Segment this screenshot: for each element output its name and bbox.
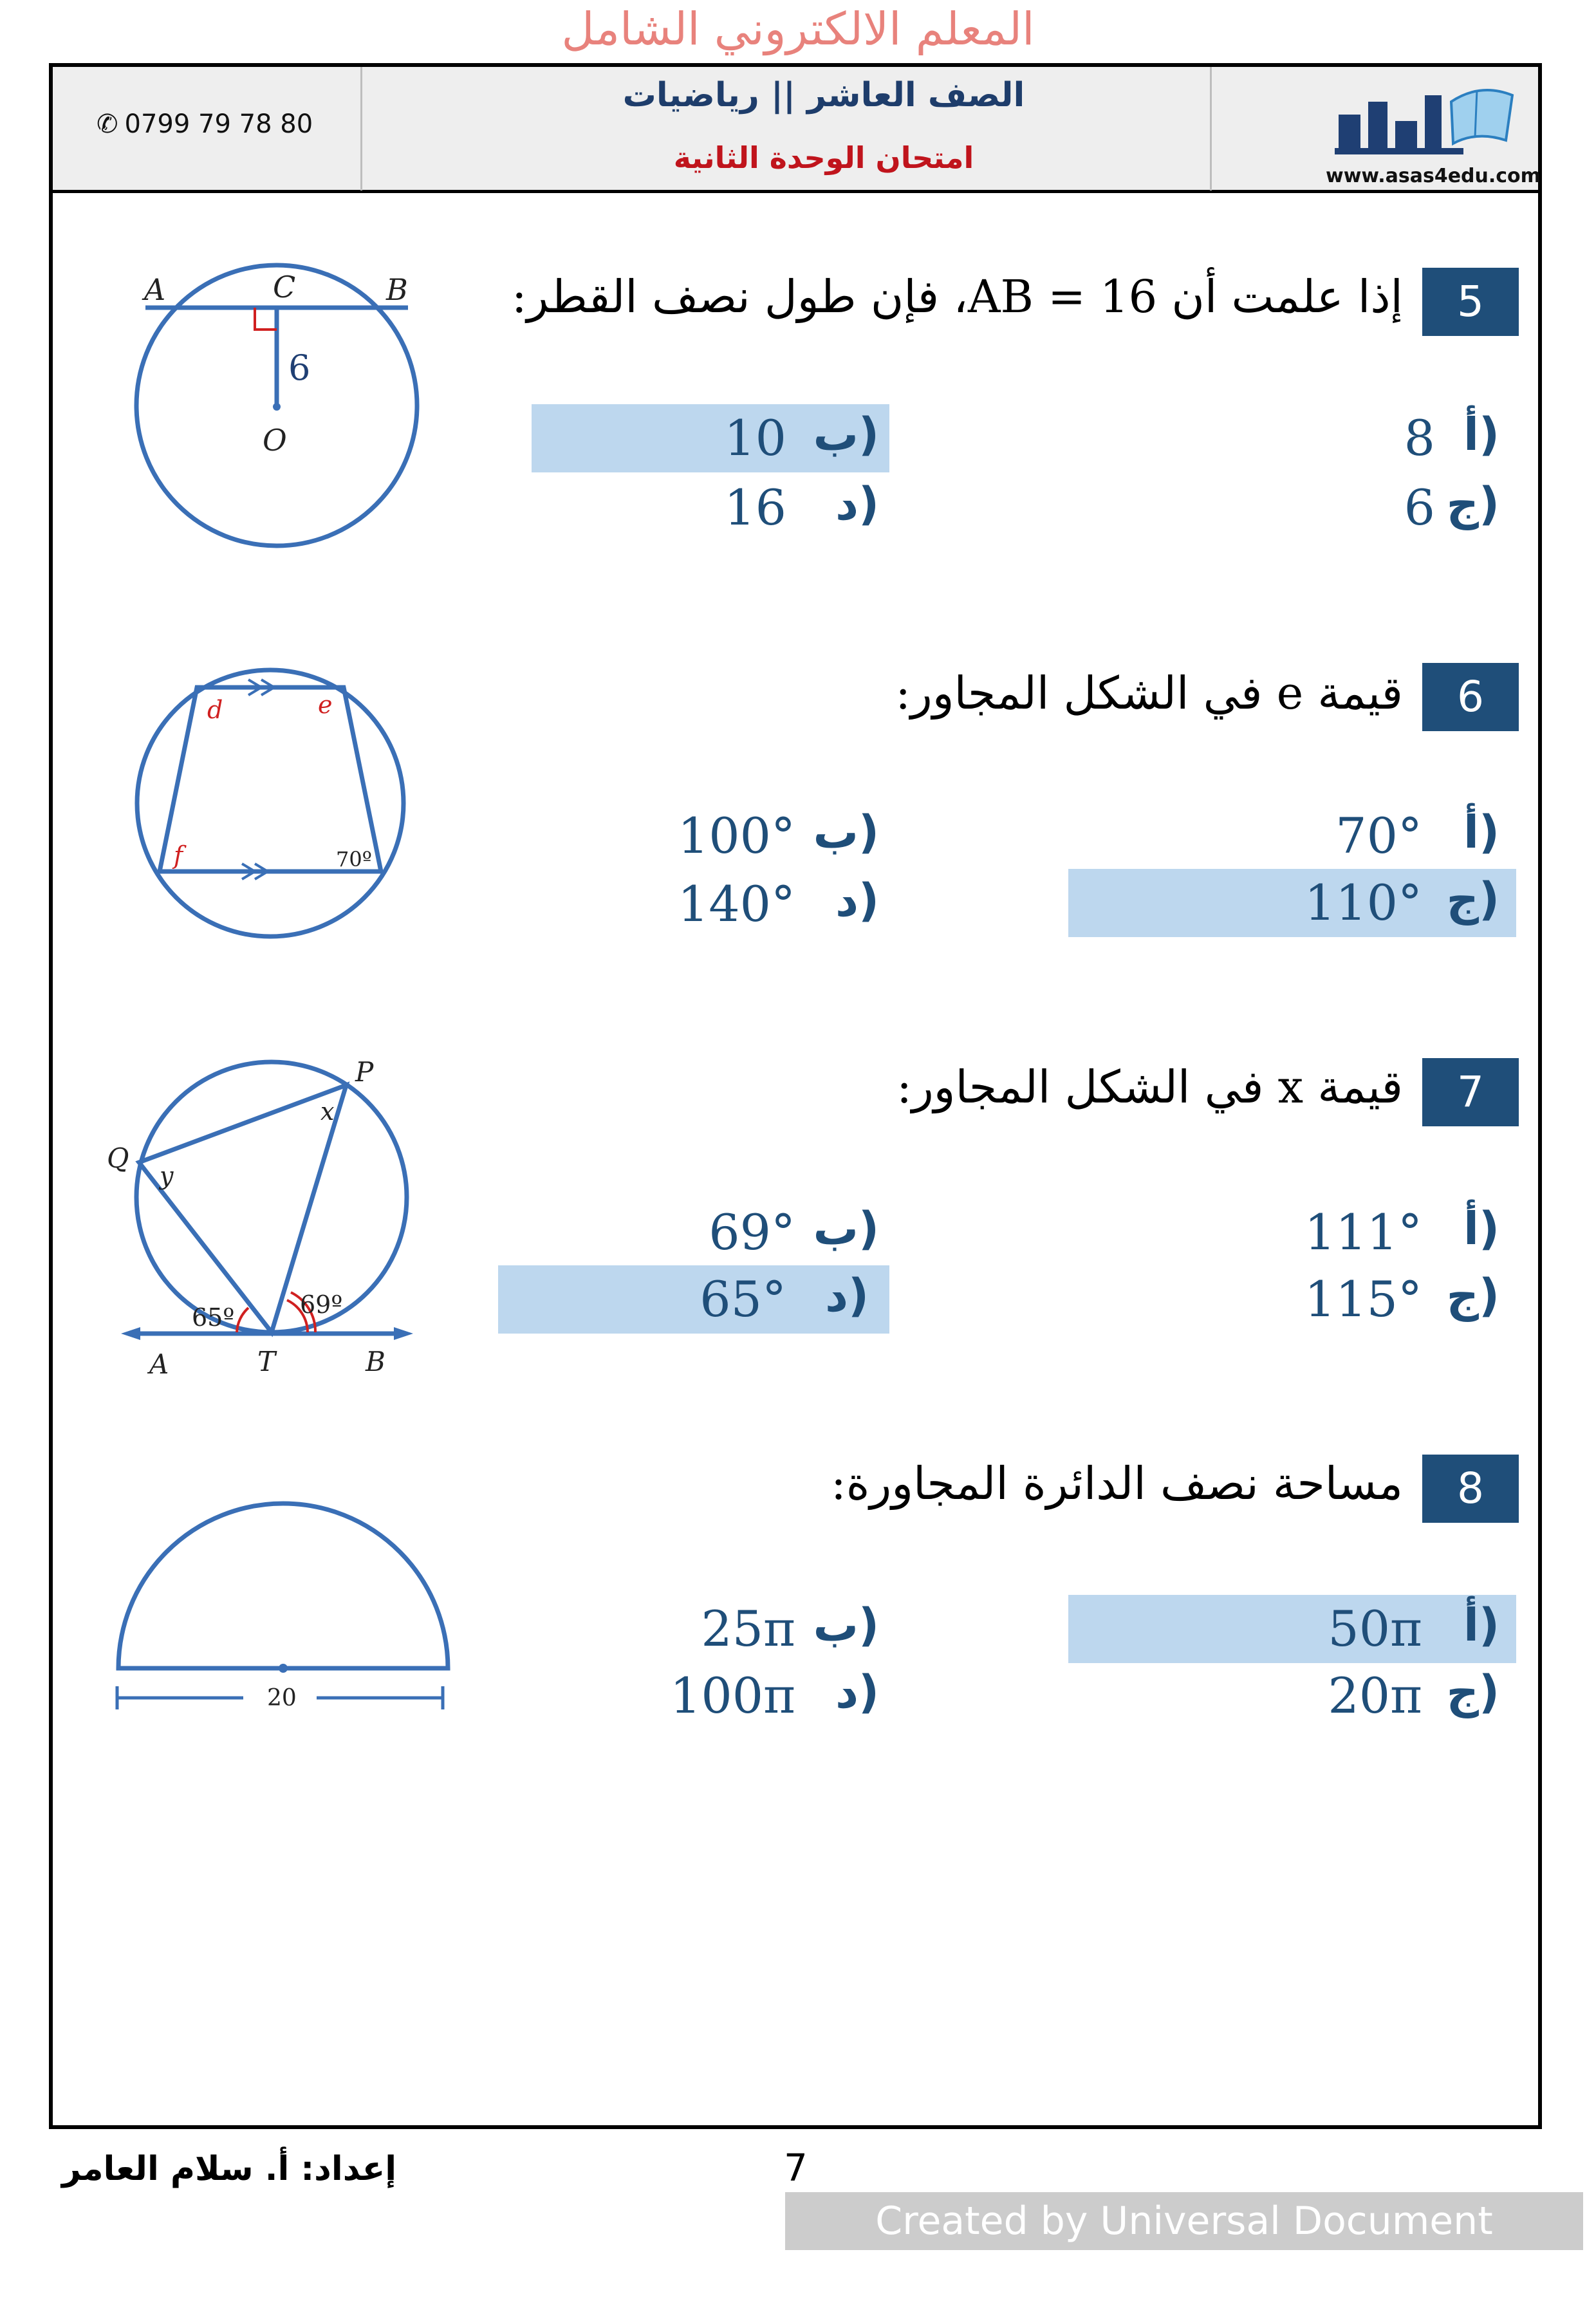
option-c[interactable]: [1274, 1265, 1499, 1334]
label-six: 6: [288, 348, 311, 388]
question-text: إذا علمت أن 16 = AB، فإن طول نصف القطر:: [511, 270, 1403, 323]
option-value: 115°: [1304, 1270, 1422, 1328]
option-c[interactable]: [1403, 474, 1499, 542]
trapezoid: [160, 687, 381, 871]
label-o: O: [263, 423, 287, 458]
label-y: y: [160, 1162, 174, 1190]
option-label: د): [825, 1269, 869, 1322]
label-t: T: [257, 1346, 276, 1377]
label-d: d: [207, 696, 223, 724]
option-value: 70°: [1335, 807, 1422, 864]
option-d[interactable]: [631, 1662, 889, 1730]
figure-q8-semicircle: [109, 1500, 457, 1718]
label-diameter: 20: [267, 1685, 297, 1711]
option-a[interactable]: [1068, 1595, 1516, 1663]
book-icon: [1451, 90, 1512, 144]
figure-q6-cyclic-trapezoid: [129, 662, 412, 945]
logo-bar: [1395, 121, 1417, 152]
option-a[interactable]: [1274, 802, 1499, 870]
grade-subject: الصف العاشر || رياضيات: [622, 76, 1025, 115]
question-number: 7: [1422, 1058, 1519, 1126]
header-divider: [360, 67, 362, 191]
website: www.asas4edu.com: [1326, 165, 1541, 187]
option-b[interactable]: [631, 802, 889, 870]
page-number: 7: [784, 2146, 808, 2190]
option-value: 69°: [709, 1204, 795, 1261]
circle: [137, 670, 404, 936]
logo: [1326, 76, 1538, 166]
figure-q7-tangent-circle: [103, 1056, 425, 1390]
option-d[interactable]: [631, 870, 889, 938]
top-title: المعلم الالكتروني الشامل: [561, 3, 1035, 55]
option-value: 50π: [1328, 1600, 1422, 1657]
option-b[interactable]: [532, 404, 889, 472]
watermark: Created by Universal Document Converter: [785, 2192, 1583, 2250]
label-f: f: [174, 841, 183, 870]
option-value: 16: [724, 479, 786, 536]
question-number: 8: [1422, 1455, 1519, 1523]
phone-number: [97, 109, 313, 139]
center-point: [279, 1664, 288, 1673]
semicircle: [118, 1503, 448, 1668]
question-number: 6: [1422, 663, 1519, 731]
option-label: ب): [813, 1202, 879, 1255]
label-c: C: [273, 270, 296, 304]
label-65: 65º: [192, 1303, 235, 1332]
label-a: A: [149, 1348, 169, 1380]
option-label: ب): [813, 408, 879, 461]
label-angle-70: 70º: [336, 847, 372, 871]
option-label: د): [835, 478, 879, 530]
option-a[interactable]: [1403, 404, 1499, 472]
option-d[interactable]: [498, 1265, 889, 1334]
option-label: ب): [813, 1599, 879, 1652]
option-value: 140°: [677, 875, 795, 933]
option-value: 20π: [1328, 1667, 1422, 1724]
question-number: 5: [1422, 268, 1519, 336]
question-text: مساحة نصف الدائرة المجاورة:: [831, 1457, 1403, 1510]
option-label: ج): [1446, 478, 1499, 530]
question-text: قيمة x في الشكل المجاور:: [896, 1061, 1403, 1113]
option-label: ب): [813, 806, 879, 859]
header-divider: [1210, 67, 1212, 191]
logo-bar: [1368, 102, 1387, 152]
option-d[interactable]: [532, 474, 889, 542]
option-label: أ): [1463, 1202, 1499, 1255]
author: إعداد: أ. سلام العامر: [62, 2150, 397, 2188]
arrow-right-icon: [394, 1327, 413, 1340]
logo-bar: [1425, 95, 1442, 152]
option-label: ج): [1446, 873, 1499, 926]
option-c[interactable]: [1068, 869, 1516, 937]
option-c[interactable]: [1274, 1662, 1499, 1730]
phone-icon: ✆: [97, 109, 118, 139]
option-value: 100π: [669, 1667, 795, 1724]
circle: [136, 1062, 407, 1332]
center-point: [273, 403, 281, 411]
question-text: قيمة e في الشكل المجاور:: [895, 667, 1403, 720]
label-b: B: [386, 272, 408, 307]
option-label: أ): [1463, 806, 1499, 859]
label-x: x: [320, 1097, 335, 1126]
option-b[interactable]: [631, 1595, 889, 1663]
label-q: Q: [107, 1142, 129, 1174]
option-value: 100°: [677, 807, 795, 864]
option-label: أ): [1463, 408, 1499, 461]
phone-text: 0799 79 78 80: [124, 109, 313, 139]
label-a: A: [144, 272, 166, 307]
logo-base: [1335, 148, 1463, 154]
option-a[interactable]: [1274, 1198, 1499, 1267]
option-label: د): [835, 1666, 879, 1718]
option-value: 111°: [1304, 1204, 1422, 1261]
right-angle-mark: [255, 308, 277, 330]
label-b: B: [366, 1346, 385, 1377]
option-value: 65°: [700, 1270, 786, 1328]
label-69: 69º: [300, 1290, 343, 1319]
arrow-left-icon: [121, 1327, 140, 1340]
option-value: 25π: [701, 1600, 795, 1657]
figure-q5-chord-circle: [116, 257, 438, 554]
label-p: P: [355, 1056, 374, 1088]
option-value: 10: [724, 409, 786, 467]
label-e: e: [318, 691, 333, 719]
logo-bar: [1339, 115, 1360, 152]
option-label: أ): [1463, 1599, 1499, 1652]
option-b[interactable]: [631, 1198, 889, 1267]
exam-title: امتحان الوحدة الثانية: [673, 140, 974, 175]
option-label: ج): [1446, 1666, 1499, 1718]
option-value: 6: [1404, 479, 1435, 536]
option-label: ج): [1446, 1269, 1499, 1322]
option-value: 110°: [1304, 874, 1422, 931]
option-value: 8: [1404, 409, 1435, 467]
option-label: د): [835, 874, 879, 927]
